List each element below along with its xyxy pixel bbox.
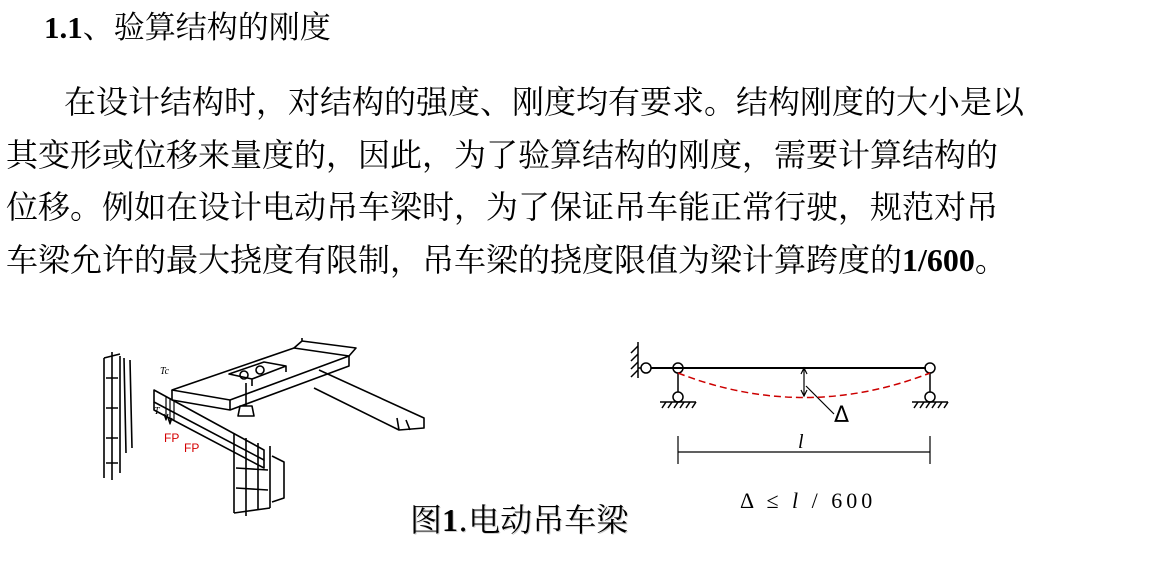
caption-number: 1 <box>442 502 459 538</box>
caption-text: .电动吊车梁 <box>458 501 629 539</box>
rear-runway-beam <box>314 370 424 430</box>
span-label: l <box>798 431 804 453</box>
crane-beam-illustration <box>94 338 434 518</box>
deflection-limit-value: 1/600 <box>902 241 975 278</box>
label-t: T <box>154 406 160 417</box>
formula-leq: ≤ <box>766 488 783 513</box>
formula-ratio: / 600 <box>811 488 877 513</box>
front-column <box>234 433 270 516</box>
deflection-formula <box>740 488 876 514</box>
section-separator: 、 <box>82 10 114 46</box>
beam-deflection-diagram <box>628 340 968 470</box>
paragraph-line-4 <box>6 234 1152 287</box>
paragraph-line-3: 位移。例如在设计电动吊车梁时，为了保证吊车能正常行驶，规范对吊 <box>6 188 999 226</box>
body-paragraph <box>6 76 1152 286</box>
formula-delta: Δ <box>740 488 757 513</box>
section-heading <box>44 8 331 48</box>
paragraph-line-2: 其变形或位移来量度的，因此，为了验算结构的刚度，需要计算结构的 <box>6 135 999 174</box>
paragraph-line-1: 在设计结构时，对结构的强度、刚度均有要求。结构刚度的大小是以 <box>64 83 1025 121</box>
crane-hook-load <box>238 383 254 416</box>
paragraph-line-4-text: 车梁允许的最大挠度有限制，吊车梁的挠度限值为梁计算跨度的 <box>6 240 903 279</box>
section-title: 验算结构的刚度 <box>113 10 331 46</box>
label-fp-2: FP <box>184 441 200 455</box>
formula-span: l <box>792 488 803 513</box>
figure-caption <box>410 500 628 540</box>
delta-label: Δ <box>834 403 850 428</box>
section-number: 1.1 <box>44 10 83 45</box>
right-pin-support <box>925 363 935 373</box>
label-fp-1: FP <box>164 431 180 445</box>
back-column <box>104 352 120 480</box>
paragraph-line-4-end: 。 <box>974 240 1007 279</box>
label-tc: Tc <box>160 366 170 377</box>
caption-prefix: 图 <box>410 501 443 539</box>
